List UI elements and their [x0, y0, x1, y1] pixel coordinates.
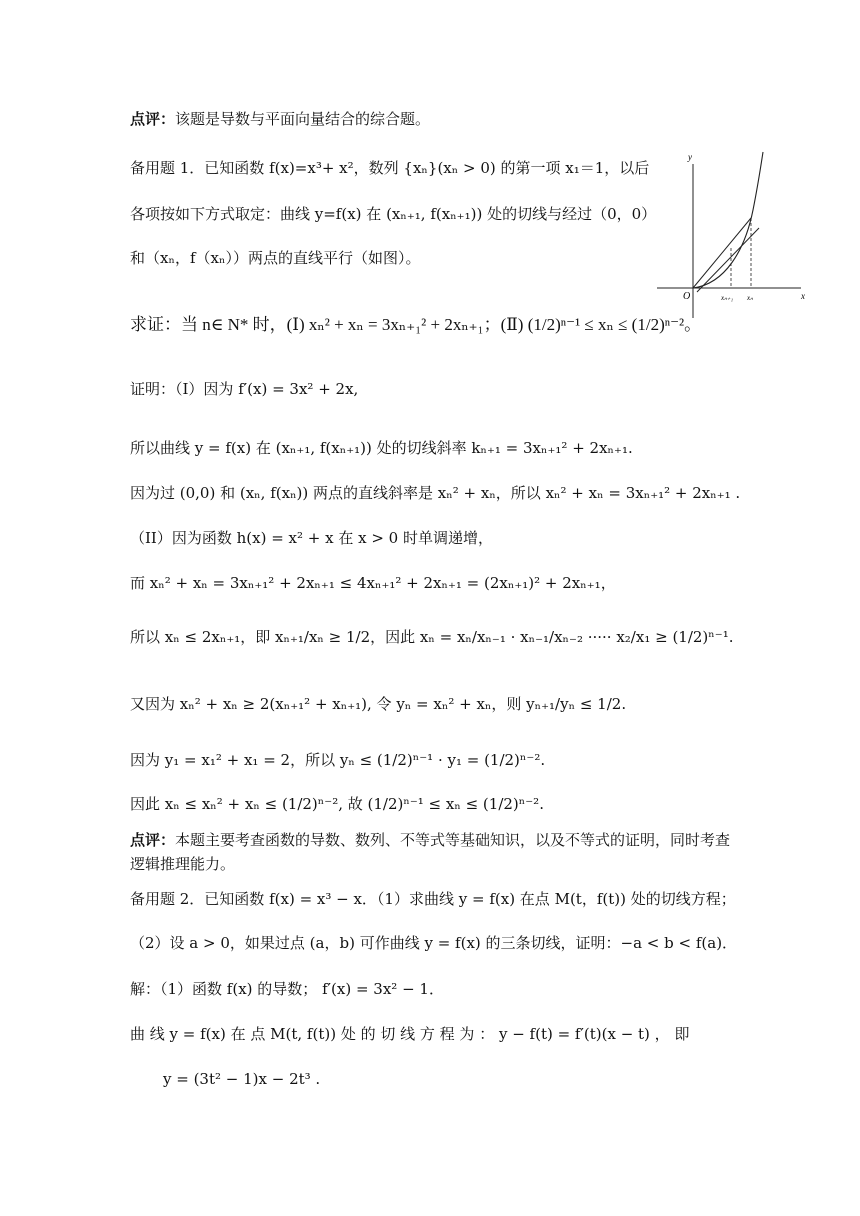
tick-xn-label: xₙ: [747, 294, 753, 302]
remark-line-1: [130, 108, 430, 130]
remark-label: 点评：: [130, 831, 176, 849]
solution-step-1: 解：（1）函数 f(x) 的导数； f′(x) = 3x² − 1．: [130, 980, 444, 998]
tick-xn1-label: xₙ₊₁: [721, 294, 734, 302]
curve-path: [693, 152, 763, 288]
remark-line-2: [130, 829, 730, 851]
y-axis-label: y: [688, 152, 692, 162]
proof-step-5: 而 xₙ² + xₙ = 3xₙ₊₁² + 2xₙ₊₁ ≤ 4xₙ₊₁² + 2xₙ₊₁ = (2xₙ₊₁)² + 2xₙ₊₁，: [130, 574, 616, 592]
problem-1-line-2: 各项按如下方式取定：曲线 y=f(x) 在 (xₙ₊₁, f(xₙ₊₁)) 处的切线与经过（0，0）: [130, 205, 657, 223]
proof-step-8: 因为 y₁ = x₁² + x₁ = 2，所以 yₙ ≤ (1/2)ⁿ⁻¹ · y₁ = (1/2)ⁿ⁻².: [130, 751, 546, 769]
problem-2-line-2: （2）设 a > 0，如果过点 (a，b) 可作曲线 y = f(x) 的三条切线，证明：−a < b < f(a)．: [130, 934, 738, 952]
proof-step-6: 所以 xₙ ≤ 2xₙ₊₁，即 xₙ₊₁/xₙ ≥ 1/2，因此 xₙ = xₙ/xₙ₋₁ · xₙ₋₁/xₙ₋₂ ····· x₂/x₁ ≥ (1/2)ⁿ⁻¹.: [130, 628, 734, 646]
proof-step-7: 又因为 xₙ² + xₙ ≥ 2(xₙ₊₁² + xₙ₊₁), 令 yₙ = xₙ² + xₙ，则 yₙ₊₁/yₙ ≤ 1/2.: [130, 695, 627, 713]
secant-line: [693, 218, 751, 288]
proof-step-1: 证明：（Ⅰ）因为 f′(x) = 3x² + 2x,: [130, 380, 359, 398]
problem-1-line-3: 和（xₙ，f（xₙ））两点的直线平行（如图）。: [130, 249, 421, 267]
proof-step-4: （II）因为函数 h(x) = x² + x 在 x > 0 时单调递增，: [130, 529, 493, 547]
problem-1-line-1: 备用题 1．已知函数 f(x)=x³+ x²，数列 {xₙ}(xₙ > 0) 的第一项 x₁＝1，以后: [130, 159, 650, 177]
solution-step-3: y = (3t² − 1)x − 2t³ .: [163, 1070, 321, 1088]
remark-text: 本题主要考查函数的导数、数列、不等式等基础知识，以及不等式的证明，同时考查: [175, 831, 731, 849]
remark-line-2-cont: 逻辑推理能力。: [130, 855, 236, 873]
proof-step-3: 因为过 (0,0) 和 (xₙ, f(xₙ)) 两点的直线斜率是 xₙ² + xₙ，所以 xₙ² + xₙ = 3xₙ₊₁² + 2xₙ₊₁ .: [130, 484, 741, 502]
tangent-line: [697, 228, 759, 292]
tangent-secant-figure: [655, 150, 813, 320]
remark-label: 点评：: [130, 110, 176, 128]
solution-step-2: 曲 线 y = f(x) 在 点 M(t, f(t)) 处 的 切 线 方 程 为 ： y − f(t) = f′(t)(x − t) ， 即: [130, 1025, 690, 1043]
origin-label: O: [683, 291, 691, 302]
problem-2-line-1: 备用题 2．已知函数 f(x) = x³ − x．（1）求曲线 y = f(x) 在点 M(t，f(t)) 处的切线方程；: [130, 890, 736, 908]
proof-step-9: 因此 xₙ ≤ xₙ² + xₙ ≤ (1/2)ⁿ⁻², 故 (1/2)ⁿ⁻¹ ≤ xₙ ≤ (1/2)ⁿ⁻².: [130, 795, 544, 813]
remark-text: 该题是导数与平面向量结合的综合题。: [175, 110, 431, 128]
problem-1-claim: 求证：当 n∈ N* 时，(Ⅰ) xₙ² + xₙ = 3xₙ₊₁² + 2xₙ₊₁；(Ⅱ) (1/2)ⁿ⁻¹ ≤ xₙ ≤ (1/2)ⁿ⁻²。: [130, 315, 702, 334]
proof-step-2: 所以曲线 y = f(x) 在 (xₙ₊₁, f(xₙ₊₁)) 处的切线斜率 kₙ₊₁ = 3xₙ₊₁² + 2xₙ₊₁.: [130, 439, 633, 457]
x-axis-label: x: [801, 291, 805, 301]
